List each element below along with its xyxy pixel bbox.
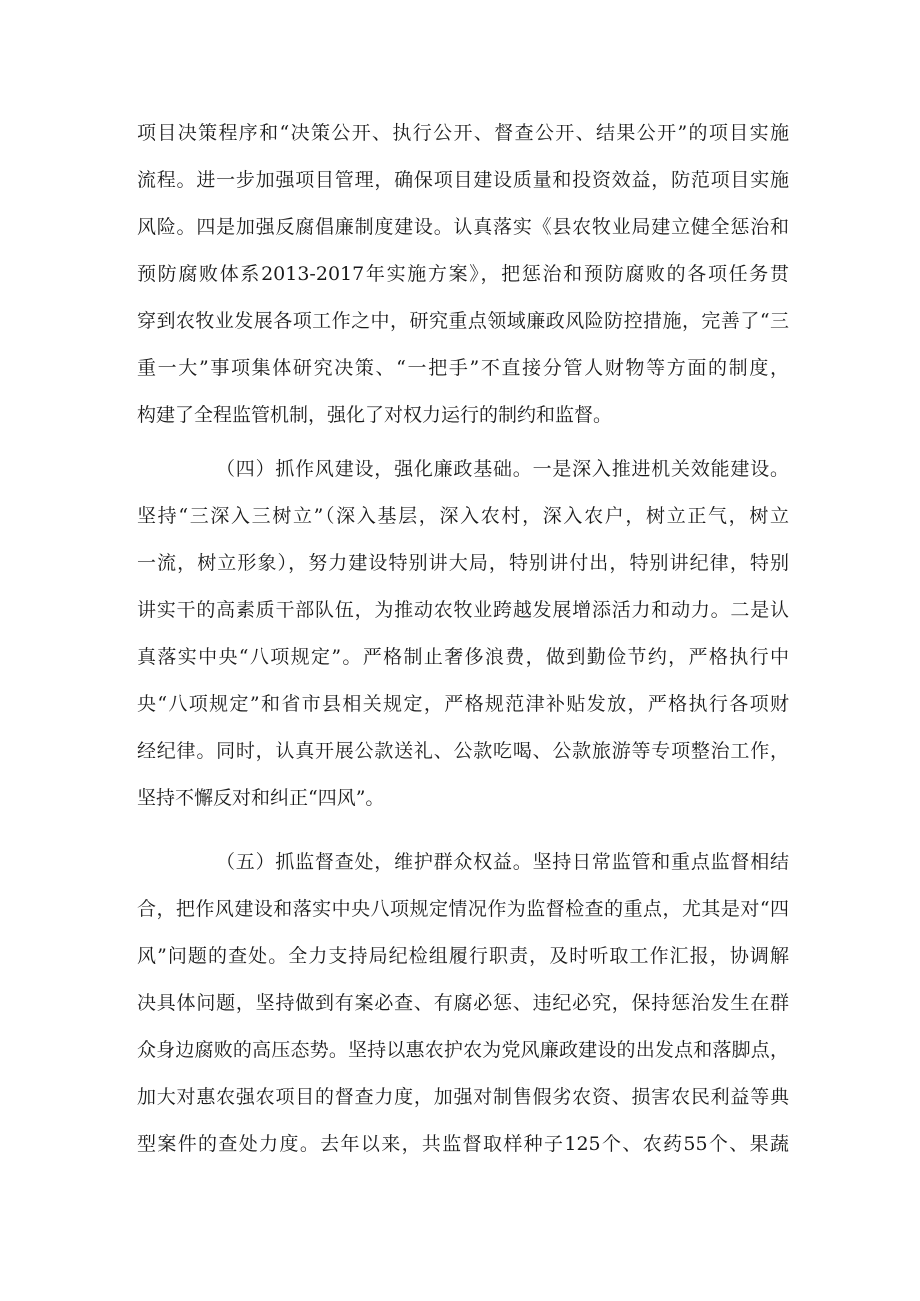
text-line-4: 预防腐败体系2013-2017年实施方案》，把惩治和预防腐败的各项任务贯 [137, 263, 789, 285]
text-line-7: 构建了全程监管机制，强化了对权力运行的制约和监督。 [137, 404, 613, 426]
text-line-14: 经纪律。同时，认真开展公款送礼、公款吃喝、公款旅游等专项整治工作， [137, 740, 789, 762]
text-line-19: 决具体问题，坚持做到有案必查、有腐必惩、违纪必究，保持惩治发生在群 [137, 992, 789, 1014]
text-line-10: 一流，树立形象），努力建设特别讲大局，特别讲付出，特别讲纪律，特别 [137, 552, 789, 574]
text-line-2: 流程。进一步加强项目管理，确保项目建设质量和投资效益，防范项目实施 [137, 169, 789, 191]
text-line-13: 央“八项规定”和省市县相关规定，严格规范津补贴发放，严格执行各项财 [137, 693, 789, 715]
text-line-21: 加大对惠农强农项目的督查力度，加强对制售假劣农资、损害农民利益等典 [137, 1086, 789, 1108]
text-line-1: 项目决策程序和“决策公开、执行公开、督查公开、结果公开”的项目实施 [137, 122, 789, 144]
text-line-11: 讲实干的高素质干部队伍，为推动农牧业跨越发展增添活力和动力。二是认 [137, 599, 789, 621]
section-4-heading-line: （四）抓作风建设，强化廉政基础。一是深入推进机关效能建设。 [216, 458, 789, 480]
text-line-5: 穿到农牧业发展各项工作之中，研究重点领域廉政风险防控措施，完善了“三 [137, 310, 789, 332]
text-line-6: 重一大”事项集体研究决策、“一把手”不直接分管人财物等方面的制度， [137, 357, 789, 379]
text-line-17: 合，把作风建设和落实中央八项规定情况作为监督检查的重点，尤其是对“四 [137, 898, 789, 920]
text-line-18: 风”问题的查处。全力支持局纪检组履行职责，及时听取工作汇报，协调解 [137, 945, 789, 967]
text-line-3: 风险。四是加强反腐倡廉制度建设。认真落实《县农牧业局建立健全惩治和 [137, 216, 789, 238]
section-5-heading-line: （五）抓监督查处，维护群众权益。坚持日常监管和重点监督相结 [216, 851, 789, 873]
text-line-12: 真落实中央“八项规定”。严格制止奢侈浪费，做到勤俭节约，严格执行中 [137, 646, 789, 668]
text-line-20: 众身边腐败的高压态势。坚持以惠农护农为党风廉政建设的出发点和落脚点， [137, 1039, 789, 1061]
text-line-9: 坚持“三深入三树立”（深入基层，深入农村，深入农户，树立正气，树立 [137, 505, 789, 527]
text-line-15: 坚持不懈反对和纠正“四风”。 [137, 787, 385, 809]
text-line-22: 型案件的查处力度。去年以来，共监督取样种子125个、农药55个、果蔬 [137, 1133, 789, 1155]
